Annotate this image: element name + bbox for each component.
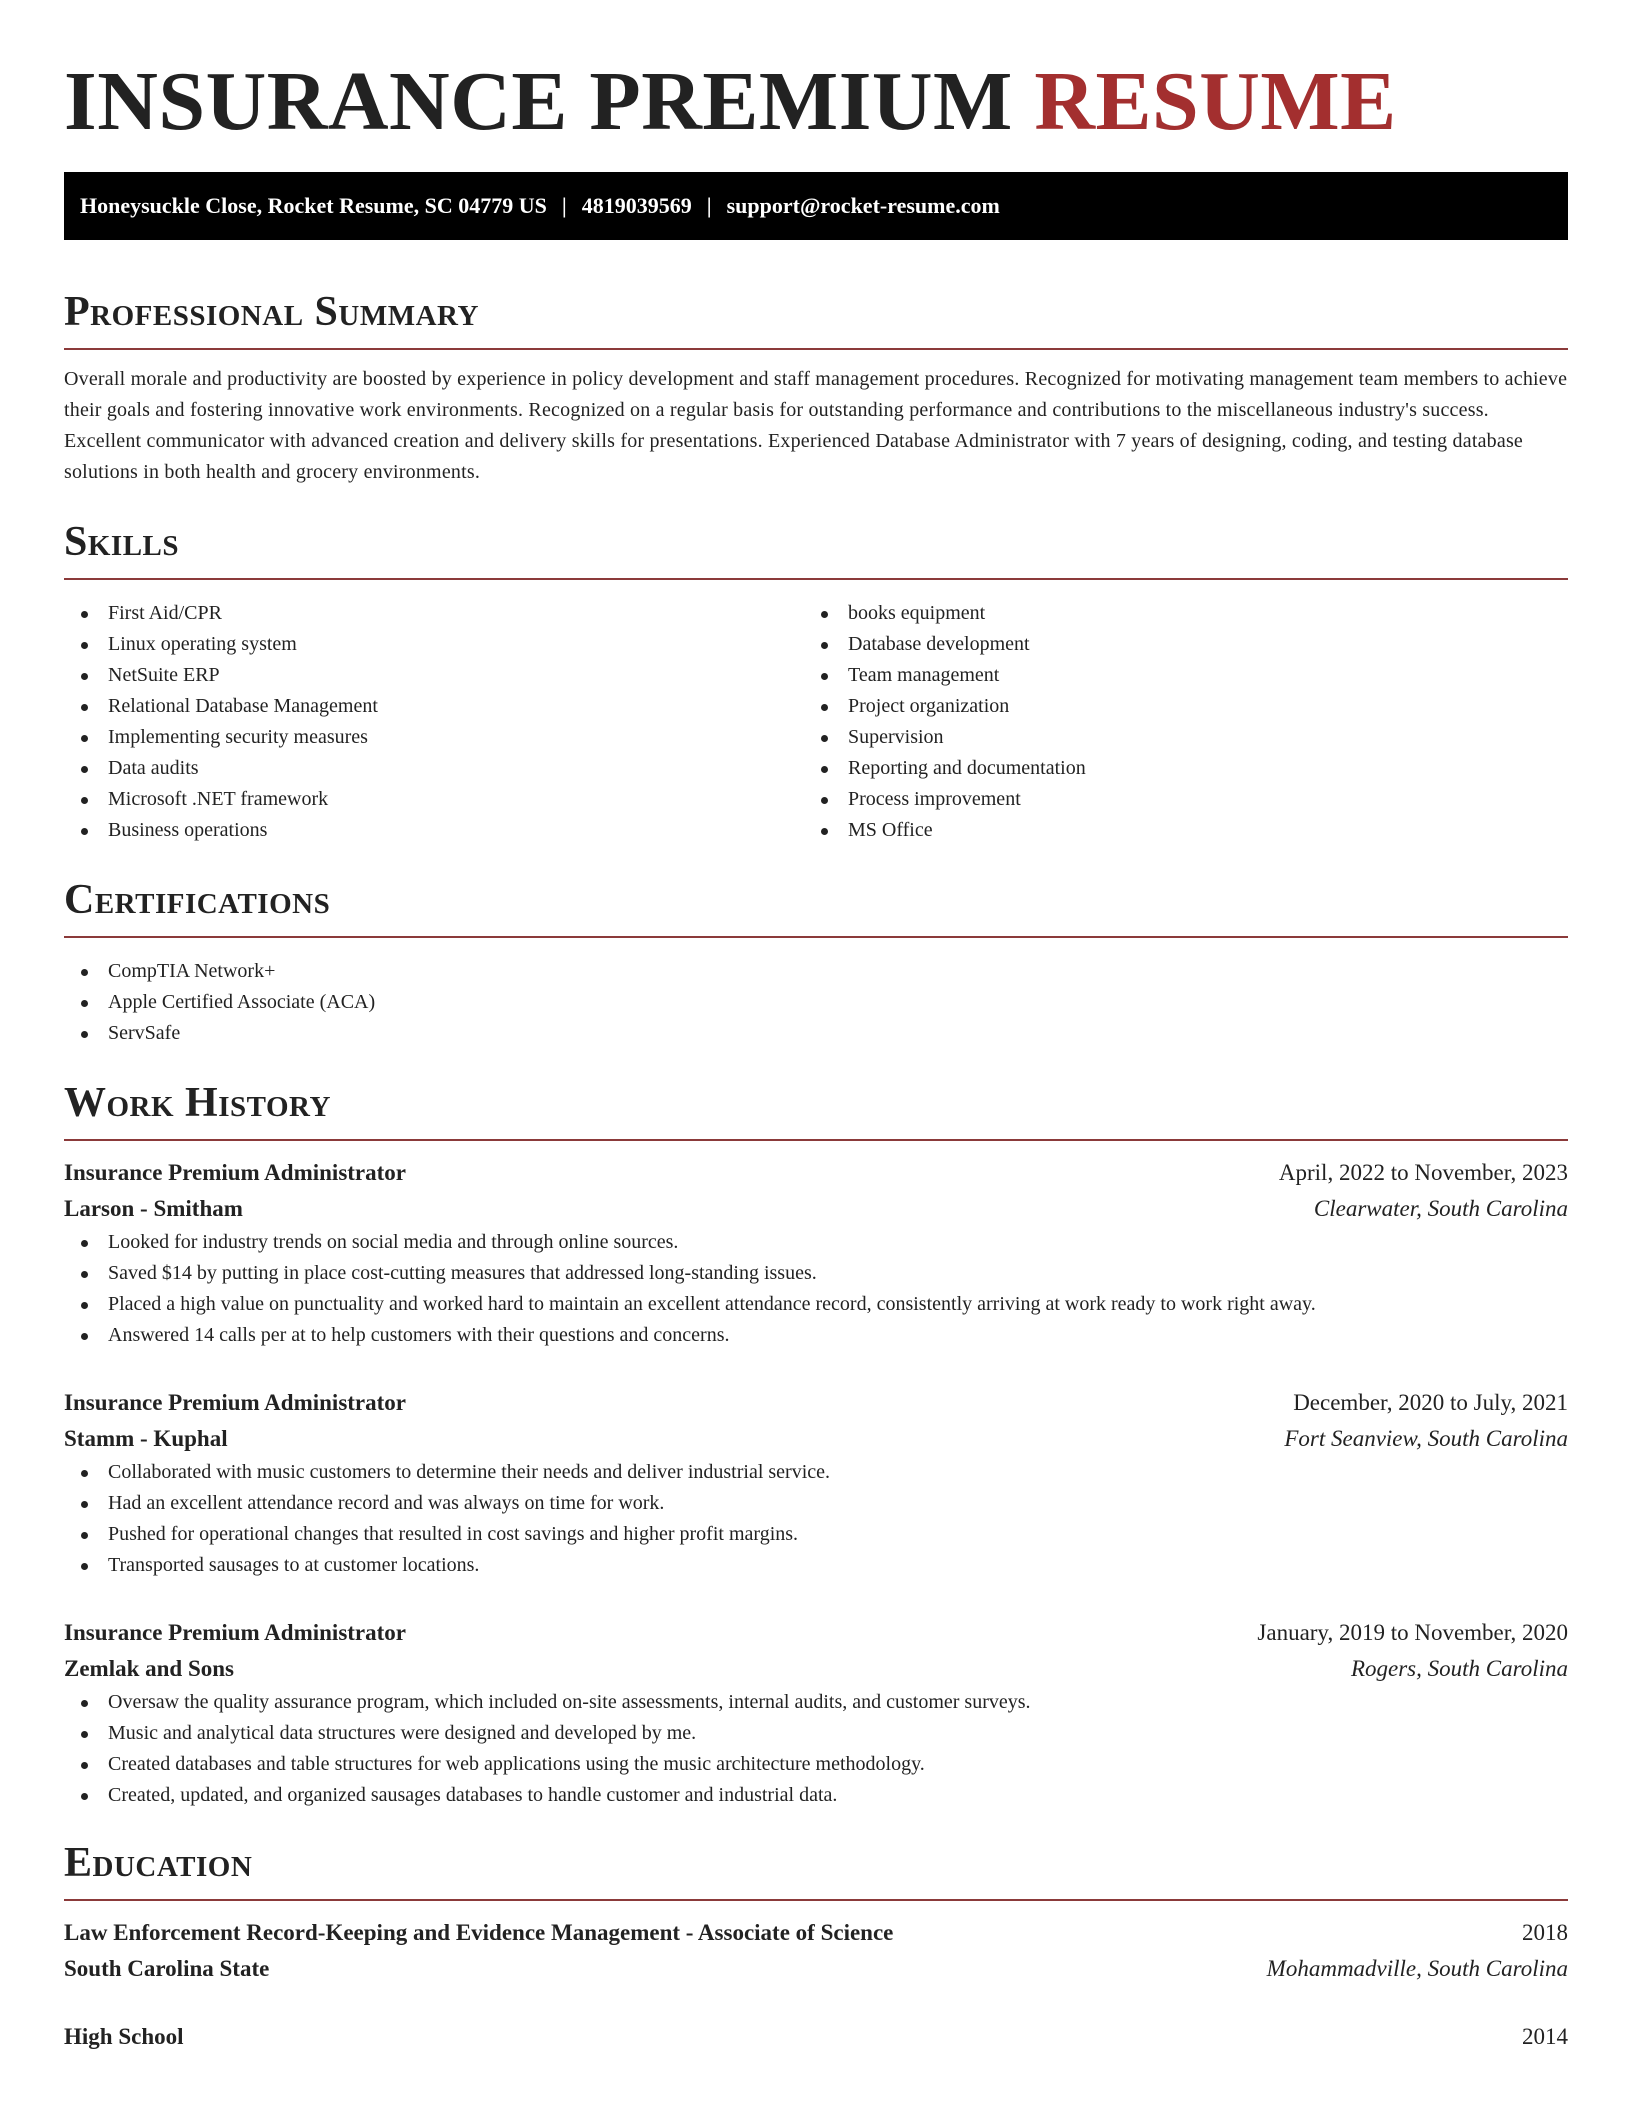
education-school-row xyxy=(64,1951,1568,1987)
skill-item: Database development xyxy=(804,629,1544,660)
education-degree: Law Enforcement Record-Keeping and Evidence Management - Associate of Science xyxy=(64,1920,894,1945)
education-degree: High School xyxy=(64,2024,184,2049)
skill-item: Implementing security measures xyxy=(64,722,804,753)
skill-item: Project organization xyxy=(804,691,1544,722)
job-bullet: Collaborated with music customers to determine their needs and deliver industrial service. xyxy=(64,1457,1568,1488)
job-entry xyxy=(64,1385,1568,1581)
skill-item: Team management xyxy=(804,660,1544,691)
skill-item: Supervision xyxy=(804,722,1544,753)
section-divider xyxy=(64,1899,1568,1901)
job-company: Zemlak and Sons xyxy=(64,1656,235,1681)
section-divider xyxy=(64,348,1568,350)
job-bullets xyxy=(64,1457,1568,1581)
job-company-row xyxy=(64,1191,1568,1227)
job-bullets xyxy=(64,1227,1568,1351)
section-divider xyxy=(64,1139,1568,1141)
job-bullet: Looked for industry trends on social media and through online sources. xyxy=(64,1227,1568,1258)
job-bullet: Transported sausages to at customer locations. xyxy=(64,1550,1568,1581)
job-bullet: Created, updated, and organized sausages databases to handle customer and industrial data. xyxy=(64,1780,1568,1811)
section-divider xyxy=(64,936,1568,938)
skills-section xyxy=(64,516,1568,846)
job-bullet: Oversaw the quality assurance program, which included on-site assessments, internal audits, and customer surveys. xyxy=(64,1687,1568,1718)
work-history-section xyxy=(64,1077,1568,1811)
job-location: Fort Seanview, South Carolina xyxy=(1284,1426,1568,1451)
certifications-section xyxy=(64,874,1568,1049)
certification-item: CompTIA Network+ xyxy=(64,956,1568,987)
contact-address: Honeysuckle Close, Rocket Resume, SC 04779 US xyxy=(80,193,547,218)
skill-item: Reporting and documentation xyxy=(804,753,1544,784)
education-entry xyxy=(64,1915,1568,1987)
job-title: Insurance Premium Administrator xyxy=(64,1620,407,1645)
job-header-row xyxy=(64,1615,1568,1651)
certifications-heading: Certifications xyxy=(64,877,331,923)
job-entry xyxy=(64,1155,1568,1351)
skill-item: Process improvement xyxy=(804,784,1544,815)
job-header-row xyxy=(64,1385,1568,1421)
job-bullet: Placed a high value on punctuality and worked hard to maintain an excellent attendance record, consistently arriving at work ready to work right away. xyxy=(64,1289,1568,1320)
skill-item: MS Office xyxy=(804,815,1544,846)
skills-heading: Skills xyxy=(64,519,180,565)
certifications-list xyxy=(64,956,1568,1049)
job-company: Stamm - Kuphal xyxy=(64,1426,228,1451)
education-degree-row xyxy=(64,2019,1568,2055)
summary-heading: Professional Summary xyxy=(64,289,479,335)
job-header-row xyxy=(64,1155,1568,1191)
job-company: Larson - Smitham xyxy=(64,1196,243,1221)
job-company-row xyxy=(64,1651,1568,1687)
education-section xyxy=(64,1837,1568,2055)
job-entry xyxy=(64,1615,1568,1811)
title-main: INSURANCE PREMIUM xyxy=(64,55,1013,148)
contact-phone: 4819039569 xyxy=(581,193,692,218)
summary-text: Overall morale and productivity are boosted by experience in policy development and staff management procedures. Recognized for motivating management team members to achieve their goals and fostering innovative work environments. Recognized on a regular basis for outstanding performance and contributions to the miscellaneous industry's success. Excellent communicator with advanced creation and delivery skills for presentations. Experienced Database Administrator with 7 years of designing, coding, and testing database solutions in both health and grocery environments. xyxy=(64,368,1568,483)
education-school: South Carolina State xyxy=(64,1956,270,1981)
title-accent: RESUME xyxy=(1034,55,1397,148)
job-bullet: Pushed for operational changes that resulted in cost savings and higher profit margins. xyxy=(64,1519,1568,1550)
job-bullet: Saved $14 by putting in place cost-cutting measures that addressed long-standing issues. xyxy=(64,1258,1568,1289)
job-title: Insurance Premium Administrator xyxy=(64,1390,407,1415)
job-title: Insurance Premium Administrator xyxy=(64,1160,407,1185)
education-year: 2018 xyxy=(1522,1920,1568,1945)
certification-item: ServSafe xyxy=(64,1018,1568,1049)
education-year: 2014 xyxy=(1522,2024,1568,2049)
skill-item: Microsoft .NET framework xyxy=(64,784,804,815)
education-entry xyxy=(64,2019,1568,2055)
contact-separator: | xyxy=(561,193,567,218)
skills-list-right xyxy=(804,598,1544,846)
skill-item: NetSuite ERP xyxy=(64,660,804,691)
summary-section xyxy=(64,286,1568,488)
education-degree-row xyxy=(64,1915,1568,1951)
skill-item: Business operations xyxy=(64,815,804,846)
job-bullet: Had an excellent attendance record and was always on time for work. xyxy=(64,1488,1568,1519)
work-history-heading: Work History xyxy=(64,1080,331,1126)
education-location: Mohammadville, South Carolina xyxy=(1266,1956,1568,1981)
skill-item: First Aid/CPR xyxy=(64,598,804,629)
job-location: Rogers, South Carolina xyxy=(1350,1656,1568,1681)
certification-item: Apple Certified Associate (ACA) xyxy=(64,987,1568,1018)
section-divider xyxy=(64,578,1568,580)
education-heading: Education xyxy=(64,1840,253,1886)
skill-item: Data audits xyxy=(64,753,804,784)
job-bullets xyxy=(64,1687,1568,1811)
skill-item: Relational Database Management xyxy=(64,691,804,722)
resume-title xyxy=(64,0,1568,152)
job-dates: April, 2022 to November, 2023 xyxy=(1278,1160,1568,1185)
job-bullet: Created databases and table structures for web applications using the music architecture methodology. xyxy=(64,1749,1568,1780)
skills-list-left xyxy=(64,598,804,846)
job-company-row xyxy=(64,1421,1568,1457)
job-dates: January, 2019 to November, 2020 xyxy=(1257,1620,1568,1645)
skill-item: Linux operating system xyxy=(64,629,804,660)
contact-email[interactable]: support@rocket-resume.com xyxy=(726,193,1000,218)
job-dates: December, 2020 to July, 2021 xyxy=(1293,1390,1568,1415)
contact-separator: | xyxy=(706,193,712,218)
skills-columns xyxy=(64,598,1568,846)
contact-bar xyxy=(64,172,1568,240)
job-location: Clearwater, South Carolina xyxy=(1313,1196,1568,1221)
job-bullet: Answered 14 calls per at to help customers with their questions and concerns. xyxy=(64,1320,1568,1351)
skill-item: books equipment xyxy=(804,598,1544,629)
job-bullet: Music and analytical data structures were designed and developed by me. xyxy=(64,1718,1568,1749)
